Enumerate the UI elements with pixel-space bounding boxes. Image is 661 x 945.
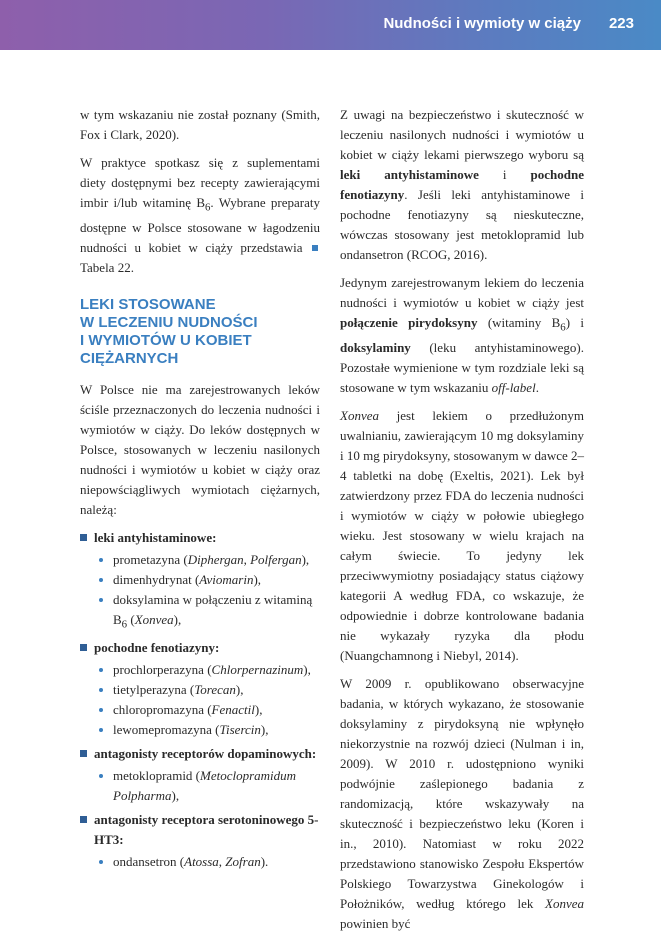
paragraph: W 2009 r. opublikowano obserwacyjne badania, w których wykazano, że stosowanie doksylaminy z pirydoksyną nie wpłynęło niekorzystnie na rozwój dzieci (Nulman i in, 2009). W 2010 r. udostępniono wyniki podwójnie zaślepionego badania z randomizacją, które wskazywały na skuteczność i bezpieczeństwo leku (Koren i in., 2010). Natomiast w roku 2022 przedstawiono stanowisko Zespołu Ekspertów Polskiego Towarzystwa Ginekologów i Położników, według którego lek Xonvea powinien być <box>340 675 584 931</box>
list-item: tietylperazyna (Torecan), <box>94 680 320 700</box>
table-link[interactable]: Tabela 22. <box>80 259 134 275</box>
list-item: metoklopramid (Metoclopramidum Polpharma), <box>94 766 320 806</box>
paragraph: Z uwagi na bezpieczeństwo i skuteczność w leczeniu nasilonych nudności i wymiotów u kobiet w ciąży lekami pierwszego wyboru są leki antyhistaminowe i pochodne fenotiazyny. Jeśli leki antyhistaminowe i pochodne fenotiazyny są nieskuteczne, wówczas stosowany jest metoklopramid lub ondansetron (RCOG, 2016). <box>340 107 584 262</box>
list-item: dimenhydrynat (Aviomarin), <box>94 570 320 590</box>
sub-list <box>94 660 320 740</box>
paragraph: Jedynym zarejestrowanym lekiem do leczenia nudności i wymiotów u kobiet w ciąży jest połączenie pirydoksyny (witaminy $B_6$) i doksylaminy (leku antyhistaminowego). Pozostałe wymienione w tym rozdziale leki są stosowane w tym wskazaniu off-label. <box>340 275 585 395</box>
list-item: lewomepromazyna (Tisercin), <box>94 720 320 740</box>
left-column <box>80 105 320 876</box>
list-item: prometazyna (Diphergan, Polfergan), <box>94 550 320 570</box>
table-reference-icon <box>312 245 318 251</box>
paragraph: W praktyce spotkasz się z suplementami diety dostępnymi bez recepty zawierającymi imbir i/lub witaminę $B_6$. Wybrane preparaty dostępne w Polsce stosowane w łagodzeniu nudności u kobiet w ciąży przedstawia Tabela 22. <box>80 155 320 275</box>
paragraph: Xonvea jest lekiem o przedłużonym uwalnianiu, zawierającym 10 mg doksylaminy i 10 mg pirydoksyny, stosowanym w dawce 2–4 tabletki na dobę (Exeltis, 2021). Lek był zatwierdzony przez FDA do leczenia nudności i wymiotów w ciąży w połowie ubiegłego wieku. Jest stosowany w wielu krajach na całym świecie. To jedyny lek przeciwwymiotny posiadający status ciążowy kategorii A według FDA, co wskazuje, że odpowiednie i dobrze kontrolowane badania nie wykazały ryzyka dla płodu (Nuangchamnong i Niebyl, 2014). <box>340 407 584 663</box>
list-item: prochlorperazyna (Chlorpernazinum), <box>94 660 320 680</box>
list-item: doksylamina w połączeniu z witaminą $B_6$ (Xonvea), <box>94 590 320 635</box>
page-number: 223 <box>608 15 634 32</box>
list-item: antagonisty receptora serotoninowego 5-HT3: ondansetron (Atossa, Zofran). <box>80 810 320 872</box>
list-item: pochodne fenotiazyny: prochlorperazyna (Chlorpernazinum), tietylperazyna (Torecan), chloropromazyna (Fenactil), lewomepromazyna (Tisercin), <box>80 638 320 740</box>
paragraph: w tym wskazaniu nie został poznany (Smith, Fox i Clark, 2020). <box>80 107 320 142</box>
page-header <box>0 0 661 50</box>
paragraph: W Polsce nie ma zarejestrowanych leków ściśle przeznaczonych do leczenia nudności i wymiotów w ciąży. Do leków dostępnych w Polsce, stosowanych w leczeniu nasilonych nudności i wymiotów u kobiet w ciąży oraz niepowściągliwych wymiotach ciężarnych, należą: <box>80 381 320 517</box>
right-column <box>340 105 584 942</box>
chapter-title: Nudności i wymioty w ciąży <box>383 15 581 32</box>
list-item: antagonisty receptorów dopaminowych: metoklopramid (Metoclopramidum Polpharma), <box>80 744 320 806</box>
sub-list <box>94 550 320 635</box>
section-heading: LEKI STOSOWANE W LECZENIU NUDNOŚCI I WYMIOTÓW U KOBIET CIĘŻARNYCH <box>80 295 258 367</box>
sub-list <box>94 852 320 872</box>
list-item: ondansetron (Atossa, Zofran). <box>94 852 320 872</box>
drug-list <box>80 528 320 873</box>
list-item: leki antyhistaminowe: prometazyna (Diphergan, Polfergan), dimenhydrynat (Aviomarin), doksylamina w połączeniu z witaminą $B_6$ (Xonvea), <box>80 528 320 635</box>
list-item: chloropromazyna (Fenactil), <box>94 700 320 720</box>
sub-list <box>94 766 320 806</box>
